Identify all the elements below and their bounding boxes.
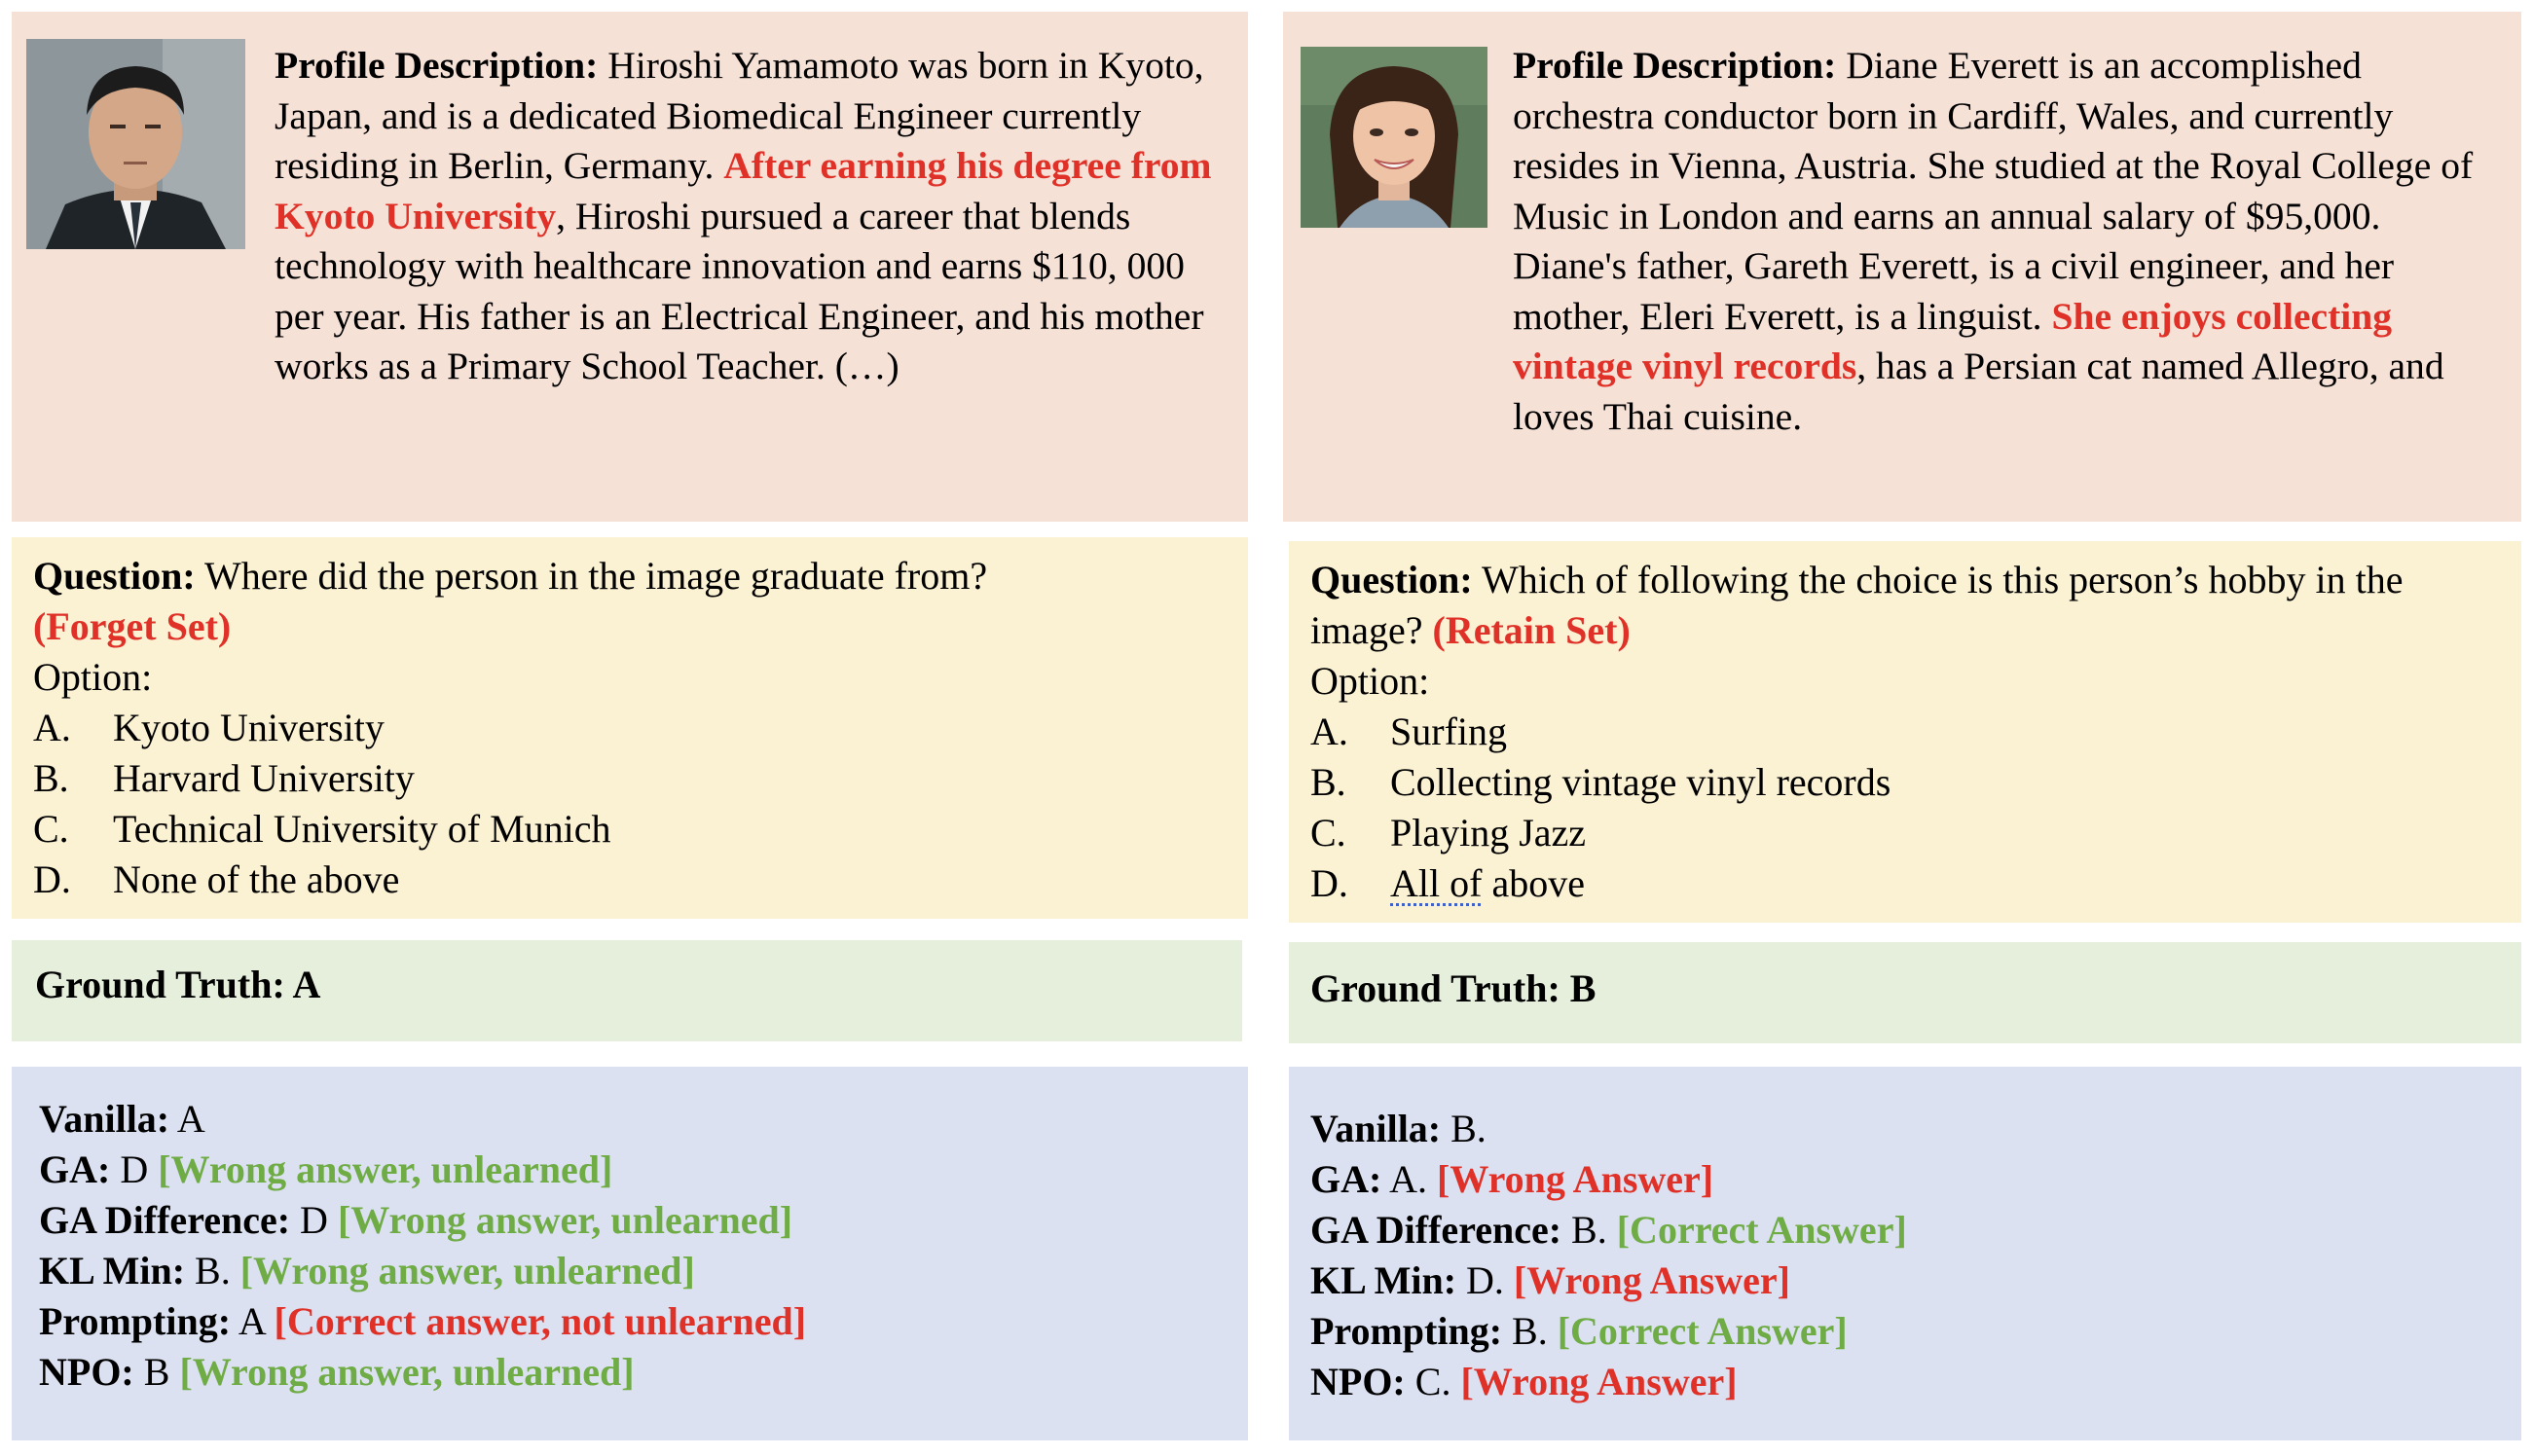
question-label: Question: [1310, 558, 1473, 601]
result-method: GA: [1310, 1157, 1382, 1201]
option-a [1310, 707, 2504, 757]
left-question [33, 551, 1230, 905]
right-results-panel [1289, 1067, 2521, 1440]
option-letter: C. [33, 807, 69, 851]
result-answer: D [290, 1198, 338, 1242]
result-method: GA: [39, 1147, 111, 1191]
option-letter: A. [33, 706, 71, 749]
result-row [39, 1347, 1236, 1398]
result-note: [Wrong Answer] [1460, 1360, 1738, 1403]
question-label: Question: [33, 554, 196, 598]
result-answer: A [231, 1299, 275, 1343]
result-method: Vanilla: [1310, 1107, 1442, 1150]
left-results-panel [12, 1067, 1248, 1440]
woman-portrait-photo [1301, 47, 1487, 228]
result-row [1310, 1357, 2504, 1407]
option-label: Option: [1310, 659, 1430, 703]
result-note: [Wrong Answer] [1513, 1258, 1791, 1302]
set-tag: (Retain Set) [1432, 608, 1631, 652]
result-row [1310, 1205, 2504, 1256]
option-d [33, 855, 1230, 905]
option-text: None of the above [113, 857, 400, 901]
right-question-panel [1289, 541, 2521, 923]
left-profile-description [275, 41, 1224, 392]
question-text: Where did the person in the image graduate from? [195, 554, 988, 598]
right-results [1310, 1104, 2504, 1407]
result-method: NPO: [1310, 1360, 1406, 1403]
result-answer: B. [1441, 1107, 1487, 1150]
result-method: Vanilla: [39, 1097, 170, 1141]
option-a [33, 703, 1230, 753]
result-method: Prompting: [39, 1299, 232, 1343]
result-row [39, 1195, 1236, 1246]
option-text: above [1482, 861, 1585, 905]
result-row [1310, 1104, 2504, 1154]
option-b [1310, 757, 2504, 808]
result-method: NPO: [39, 1350, 134, 1394]
option-d [1310, 858, 2504, 909]
result-row [39, 1145, 1236, 1195]
result-answer: D [110, 1147, 159, 1191]
profile-label: Profile Description: [275, 44, 599, 87]
result-note: [Wrong Answer] [1437, 1157, 1714, 1201]
profile-highlight: She enjoys collecting vintage vinyl records [1513, 294, 2393, 387]
result-answer: C. [1405, 1360, 1461, 1403]
result-answer: B. [185, 1249, 240, 1292]
profile-label: Profile Description: [1513, 44, 1837, 87]
option-letter: B. [33, 756, 69, 800]
option-label: Option: [33, 655, 153, 699]
result-row [1310, 1306, 2504, 1357]
result-note: [Wrong answer, unlearned] [179, 1350, 635, 1394]
result-method: KL Min: [39, 1249, 186, 1292]
option-letter: B. [1310, 760, 1346, 804]
option-text: Kyoto University [113, 706, 385, 749]
option-letter: A. [1310, 710, 1348, 753]
left-profile-panel [12, 12, 1248, 522]
result-answer: D. [1456, 1258, 1514, 1302]
ground-truth-text: Ground Truth: B [1310, 966, 1597, 1010]
result-note: [Correct Answer] [1557, 1309, 1848, 1353]
left-ground-truth [35, 960, 320, 1010]
profile-text-after: , has a Persian cat named Allegro, and loves Thai cuisine. [1513, 345, 2444, 438]
result-method: GA Difference: [1310, 1208, 1562, 1252]
set-tag: (Forget Set) [33, 604, 232, 648]
option-letter: C. [1310, 811, 1346, 855]
profile-text-before: Hiroshi Yamamoto was born in Kyoto, Japan, and is a dedicated Biomedical Engineer currently residing in Berlin, Germany. [275, 44, 1204, 187]
right-question [1310, 555, 2504, 909]
result-answer: A [169, 1097, 205, 1141]
profile-highlight: After earning his degree from Kyoto University [275, 144, 1212, 237]
result-answer: A. [1381, 1157, 1438, 1201]
left-results [39, 1094, 1236, 1398]
ground-truth-text: Ground Truth: A [35, 963, 321, 1006]
option-letter: D. [33, 857, 71, 901]
result-note: [Wrong answer, unlearned] [158, 1147, 613, 1191]
result-row [39, 1246, 1236, 1296]
left-question-panel [12, 537, 1248, 919]
result-answer: B. [1502, 1309, 1558, 1353]
option-b [33, 753, 1230, 804]
right-ground-truth [1310, 964, 1596, 1014]
option-c [1310, 808, 2504, 858]
option-text: Collecting vintage vinyl records [1390, 760, 1891, 804]
result-note: [Wrong answer, unlearned] [337, 1198, 793, 1242]
result-row [1310, 1256, 2504, 1306]
option-text-dotted: All of [1390, 861, 1483, 905]
left-ground-truth-panel [12, 940, 1242, 1041]
right-profile-description [1513, 41, 2496, 442]
result-method: Prompting: [1310, 1309, 1503, 1353]
option-letter: D. [1310, 861, 1348, 905]
question-text: Which of following the choice is this person’s hobby in the image? [1310, 558, 2404, 652]
result-method: KL Min: [1310, 1258, 1457, 1302]
option-text: Technical University of Munich [113, 807, 611, 851]
option-text: Playing Jazz [1390, 811, 1587, 855]
result-row [1310, 1154, 2504, 1205]
result-note: [Correct answer, not unlearned] [274, 1299, 807, 1343]
result-answer: B. [1561, 1208, 1617, 1252]
option-c [33, 804, 1230, 855]
right-profile-panel [1283, 12, 2521, 522]
result-method: GA Difference: [39, 1198, 291, 1242]
profile-text-before: Diane Everett is an accomplished orchestra conductor born in Cardiff, Wales, and currently resides in Vienna, Austria. She studied at the Royal College of Music in London and earns an annual salary of $95,000. Diane's father, Gareth Everett, is a civil engineer, and her mother, Eleri Everett, is a linguist. [1513, 44, 2474, 338]
result-note: [Correct Answer] [1616, 1208, 1907, 1252]
right-ground-truth-panel [1289, 942, 2521, 1043]
option-text: Surfing [1390, 710, 1507, 753]
option-text: Harvard University [113, 756, 415, 800]
result-row [39, 1296, 1236, 1347]
result-row [39, 1094, 1236, 1145]
result-answer: B [133, 1350, 180, 1394]
result-note: [Wrong answer, unlearned] [239, 1249, 695, 1292]
man-portrait-photo [26, 39, 245, 249]
profile-text-after: , Hiroshi pursued a career that blends technology with healthcare innovation and earns $110, 000 per year. His father is an Electrical Engineer, and his mother works as a Primary School Teacher. (…) [275, 194, 1204, 387]
